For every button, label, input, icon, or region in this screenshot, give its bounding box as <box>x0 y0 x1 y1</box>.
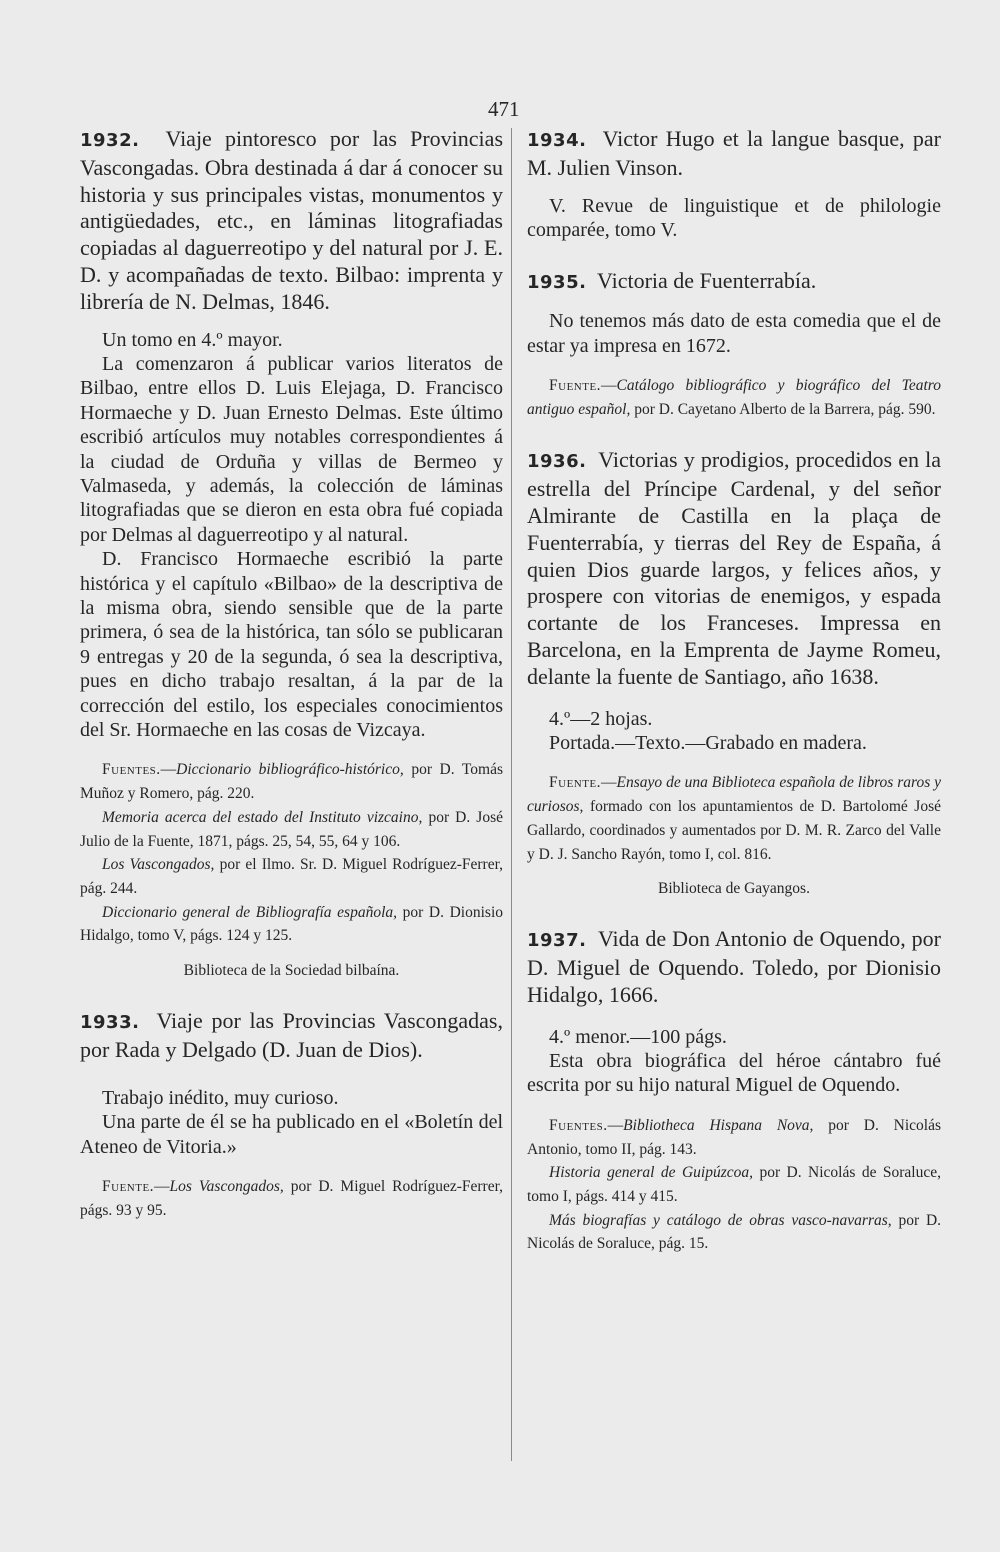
source-citation: Diccionario general de Bibliografía española, por D. Dionisio Hidalgo, tomo V, págs. 124 y 125. <box>80 903 503 945</box>
source-citation: Fuente.—Los Vascongados, por D. Miguel Rodríguez-Ferrer, págs. 93 y 95. <box>80 1177 504 1219</box>
source-citation: Fuente.—Catálogo bibliográfico y biográfico del Teatro antiguo español, por D. Cayetano Alberto de la Barrera, pág. 590. <box>527 377 941 418</box>
left-column <box>80 126 503 1222</box>
entry-title: Victor Hugo et la langue basque, par M. Julien Vinson. <box>527 126 941 180</box>
entry-1932 <box>80 126 503 982</box>
entry-paragraph: No tenemos más dato de esta comedia que el de estar ya impresa en 1672. <box>527 310 941 357</box>
entry-number: 1936. <box>527 451 587 473</box>
entry-paragraph: Portada.—Texto.—Grabado en madera. <box>549 732 867 754</box>
entry-title: Viaje por las Provincias Vascongadas, por Rada y Delgado (D. Juan de Dios). <box>80 1008 503 1062</box>
entry-paragraph: Una parte de él se ha publicado en el «Boletín del Ateneo de Vitoria.» <box>80 1111 503 1158</box>
entry-paragraph: 4.º—2 hojas. <box>549 707 653 730</box>
source-citation: Los Vascongados, por el Ilmo. Sr. D. Miguel Rodríguez-Ferrer, pág. 244. <box>80 856 503 897</box>
source-citation: Fuente.—Ensayo de una Biblioteca española de libros raros y curiosos, formado con los apuntamientos de D. Bartolomé José Gallardo, coordinados y aumentados por D. M. R. Zarco del Valle y D. J. Sancho Rayón, tomo I, col. 816. <box>527 774 941 863</box>
entry-number: 1933. <box>80 1012 140 1034</box>
entry-paragraph: Trabajo inédito, muy curioso. <box>102 1086 339 1109</box>
entry-title: Victoria de Fuenterrabía. <box>597 268 817 294</box>
source-citation: Fuentes.—Bibliotheca Hispana Nova, por D. Nicolás Antonio, tomo II, pág. 143. <box>527 1116 942 1158</box>
entry-heading <box>527 126 941 182</box>
source-citation: Historia general de Guipúzcoa, por D. Nicolás de Soraluce, tomo I, págs. 414 y 415. <box>527 1164 941 1205</box>
entry-heading <box>527 447 941 690</box>
source-citation: Fuentes.—Diccionario bibliográfico-histórico, por D. Tomás Muñoz y Romero, pág. 220. <box>80 761 504 803</box>
entry-1937 <box>527 926 941 1256</box>
source-citation: Más biografías y catálogo de obras vasco-navarras, por D. Nicolás de Soraluce, pág. 15. <box>527 1211 942 1253</box>
entry-title: Victorias y prodigios, procedidos en la estrella del Príncipe Cardenal, y del señor Almirante de Castilla en la plaça de Fuenterrabía, y tierras del Rey de España, á quien Dios guarde largos, y felices años, y prospere con vitorias de enemigos, y espada cortante de los Franceses. Impressa en Barcelona, en la Emprenta de Jayme Romeu, delante la fuente de Santiago, año 1638. <box>527 447 941 689</box>
entry-paragraph: Esta obra biográfica del héroe cántabro fué escrita por su hijo natural Miguel de Oquendo. <box>527 1050 941 1097</box>
entry-paragraph: 4.º menor.—100 págs. <box>549 1025 727 1048</box>
entry-title: Viaje pintoresco por las Provincias Vascongadas. Obra destinada á dar á conocer su historia y sus principales vistas, monumentos y antigüedades, etc., en láminas litografiadas copiadas al daguerreotipo y del natural por J. E. D. y acompañadas de texto. Bilbao: imprenta y librería de N. Delmas, 1846. <box>80 126 503 314</box>
entry-paragraph: V. Revue de linguistique et de philologie comparée, tomo V. <box>527 194 941 241</box>
entry-paragraph: La comenzaron á publicar varios literatos de Bilbao, entre ellos D. Luis Elejaga, D. Francisco Hormaeche y D. Juan Ernesto Delmas. Este último escribió artículos muy notables correspondientes á la ciudad de Orduña y villas de Bermeo y Valmaseda, y además, la colección de láminas litografiadas que se dieron en esta obra fué copiada por Delmas al daguerreotipo y al natural. <box>80 352 503 546</box>
entry-1936 <box>527 447 941 900</box>
source-citation: Memoria acerca del estado del Instituto vizcaino, por D. José Julio de la Fuente, 1871, págs. 25, 54, 55, 64 y 106. <box>80 808 503 850</box>
library-note: Biblioteca de Gayangos. <box>658 880 810 898</box>
entry-number: 1934. <box>527 130 587 151</box>
entry-paragraph: Un tomo en 4.º mayor. <box>102 328 283 351</box>
entry-number: 1932. <box>80 130 140 151</box>
entry-heading <box>80 1008 503 1064</box>
entry-1935 <box>527 268 941 421</box>
entry-number: 1937. <box>527 930 587 952</box>
entry-number: 1935. <box>527 272 587 294</box>
entry-1934 <box>527 126 941 242</box>
entry-1933 <box>80 1008 503 1222</box>
library-note: Biblioteca de la Sociedad bilbaína. <box>183 962 400 980</box>
entry-heading <box>80 126 503 316</box>
column-divider <box>511 128 512 1461</box>
page-number: 471 <box>488 97 520 121</box>
entry-paragraph: D. Francisco Hormaeche escribió la parte histórica y el capítulo «Bilbao» de la descriptiva de la misma obra, siendo sensible que de la parte primera, ó sea de la histórica, tan sólo se publicaran 9 entregas y 20 de la segunda, ó sea la descriptiva, pues en dicho trabajo resaltan, á la par de la corrección del estilo, los especiales conocimientos del Sr. Hormaeche en las cosas de Vizcaya. <box>80 548 503 742</box>
entry-title: Vida de Don Antonio de Oquendo, por D. Miguel de Oquendo. Toledo, por Dionisio Hidalgo, 1666. <box>527 926 941 1007</box>
right-column <box>527 126 941 1256</box>
entry-heading <box>527 268 941 297</box>
entry-heading <box>527 926 941 1008</box>
